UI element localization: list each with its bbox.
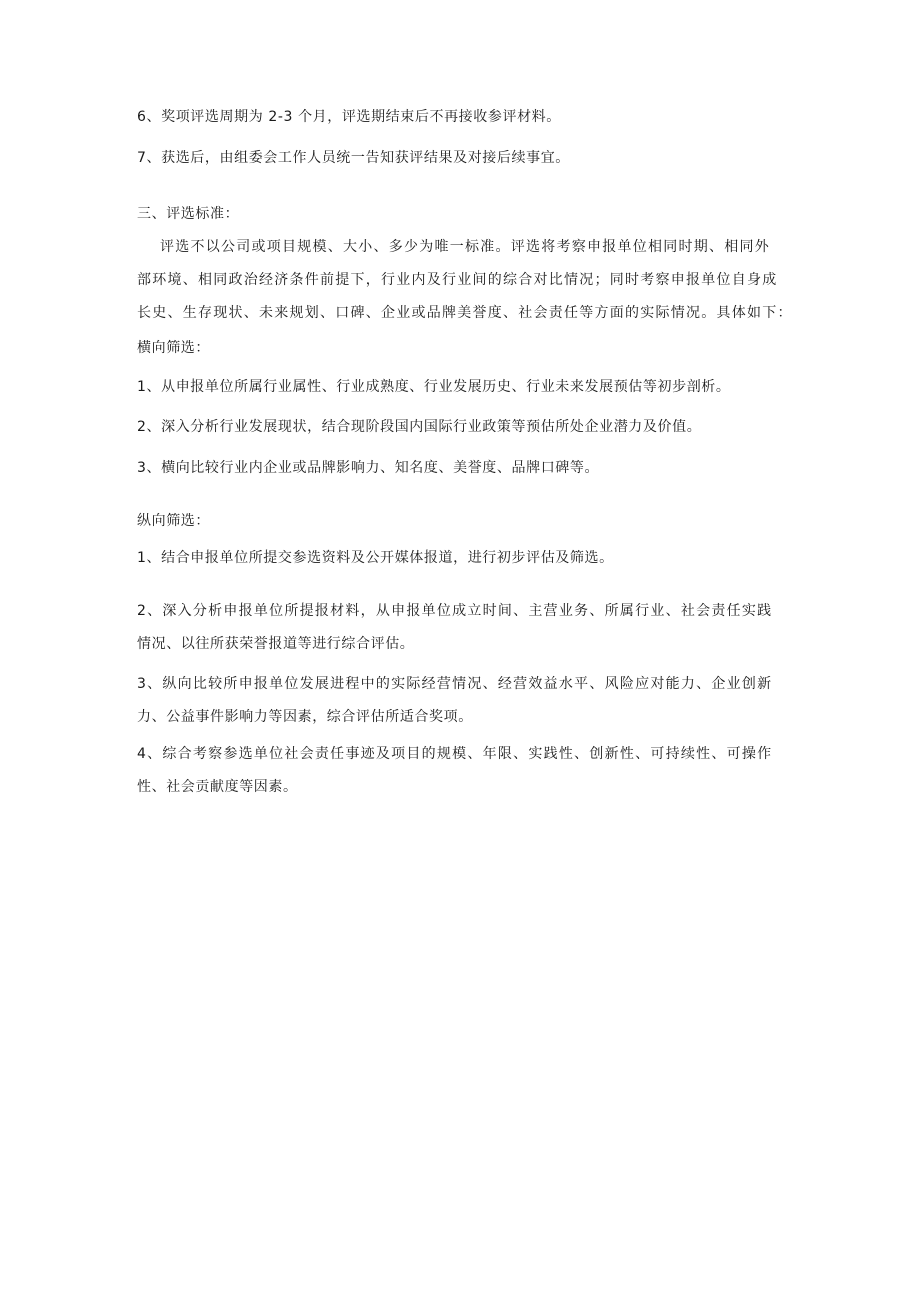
item-7: 7、获选后，由组委会工作人员统一告知获评结果及对接后续事宜。 — [137, 150, 570, 166]
intro-line-1: 评选不以公司或项目规模、大小、多少为唯一标准。评选将考察申报单位相同时期、相同外 — [160, 239, 770, 255]
vertical-heading: 纵向筛选： — [137, 513, 210, 529]
vertical-item-3-line-2: 力、公益事件影响力等因素，综合评估所适合奖项。 — [137, 709, 473, 725]
vertical-item-1: 1、结合申报单位所提交参选资料及公开媒体报道，进行初步评估及筛选。 — [137, 550, 614, 566]
item-6: 6、奖项评选周期为 2-3 个月，评选期结束后不再接收参评材料。 — [137, 109, 561, 125]
horizontal-item-1: 1、从申报单位所属行业属性、行业成熟度、行业发展历史、行业未来发展预估等初步剖析。 — [137, 379, 731, 395]
vertical-item-2-line-1: 2、深入分析申报单位所提报材料，从申报单位成立时间、主营业务、所属行业、社会责任实践 — [137, 603, 773, 619]
intro-line-3: 长史、生存现状、未来规划、口碑、企业或品牌美誉度、社会责任等方面的实际情况。具体如下： — [137, 305, 793, 321]
vertical-item-2-line-2: 情况、以往所获荣誉报道等进行综合评估。 — [137, 636, 415, 652]
vertical-item-4-line-2: 性、社会贡献度等因素。 — [137, 779, 298, 795]
vertical-item-4-line-1: 4、综合考察参选单位社会责任事迹及项目的规模、年限、实践性、创新性、可持续性、可操作 — [137, 746, 773, 762]
horizontal-heading: 横向筛选： — [137, 340, 210, 356]
vertical-item-3-line-1: 3、纵向比较所申报单位发展进程中的实际经营情况、经营效益水平、风险应对能力、企业创新 — [137, 676, 773, 692]
horizontal-item-3: 3、横向比较行业内企业或品牌影响力、知名度、美誉度、品牌口碑等。 — [137, 460, 600, 476]
horizontal-item-2: 2、深入分析行业发展现状，结合现阶段国内国际行业政策等预估所处企业潜力及价值。 — [137, 419, 702, 435]
intro-line-2: 部环境、相同政治经济条件前提下，行业内及行业间的综合对比情况；同时考察申报单位自身成 — [137, 272, 778, 288]
section-heading: 三、评选标准： — [137, 206, 240, 222]
